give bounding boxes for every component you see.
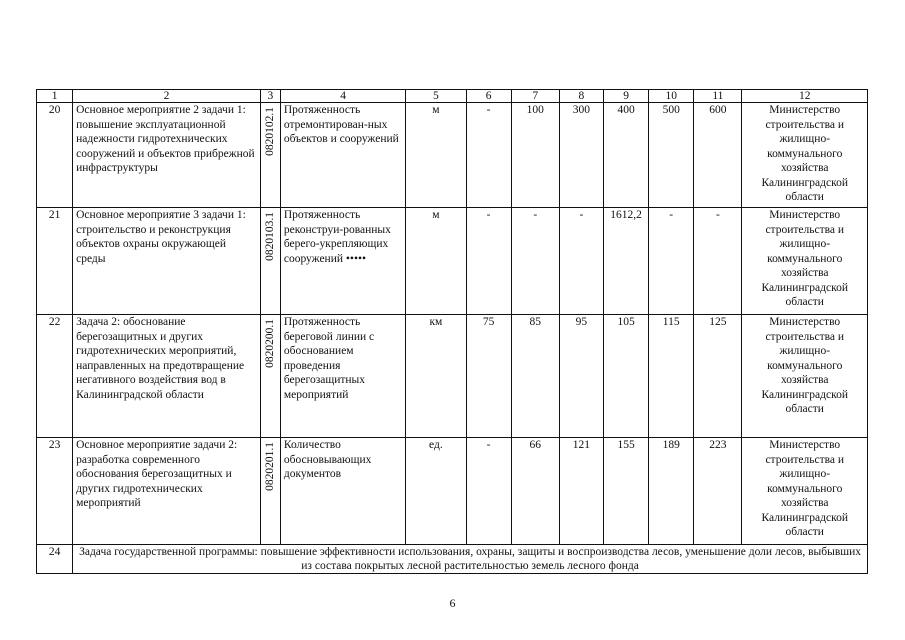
table-row	[37, 315, 868, 438]
table-row	[37, 438, 868, 545]
value-cell: 400	[603, 103, 648, 208]
row-number: 21	[37, 208, 73, 315]
row-number: 20	[37, 103, 73, 208]
value-cell: 75	[466, 315, 511, 438]
responsible-cell: Министерство строительства и жилищно-коммунального хозяйства Калининградской области	[742, 103, 868, 208]
value-cell: -	[466, 438, 511, 545]
header-cell: 3	[260, 90, 280, 103]
code-text: 0820102.1	[263, 107, 276, 156]
value-cell: 95	[559, 315, 603, 438]
value-cell: 1612,2	[603, 208, 648, 315]
header-cell: 11	[694, 90, 742, 103]
value-cell: 115	[649, 315, 694, 438]
unit-cell: м	[406, 103, 466, 208]
value-cell: 600	[694, 103, 742, 208]
value-cell: 121	[559, 438, 603, 545]
value-cell: 155	[603, 438, 648, 545]
unit-cell: м	[406, 208, 466, 315]
code-cell	[260, 208, 280, 315]
header-cell: 1	[37, 90, 73, 103]
event-cell: Задача 2: обоснование берегозащитных и других гидротехнических мероприятий, направленных на предотвращение негативного воздействия вод в Калининградской области	[73, 315, 261, 438]
value-cell: -	[466, 103, 511, 208]
code-text: 0820201.1	[263, 442, 276, 491]
event-cell: Основное мероприятие 2 задачи 1: повышение эксплуатационной надежности гидротехнических сооружений и объектов прибрежной инфраструктуры	[73, 103, 261, 208]
row-number: 24	[37, 545, 73, 574]
row-number: 22	[37, 315, 73, 438]
task-row	[37, 545, 868, 574]
value-cell: -	[559, 208, 603, 315]
indicator-cell: Протяженность береговой линии с обоснованием проведения берегозащитных мероприятий	[280, 315, 405, 438]
table-row	[37, 103, 868, 208]
value-cell: 85	[511, 315, 559, 438]
code-cell	[260, 315, 280, 438]
header-cell: 5	[406, 90, 466, 103]
value-cell: -	[466, 208, 511, 315]
value-cell: 223	[694, 438, 742, 545]
header-cell: 9	[603, 90, 648, 103]
header-cell: 4	[280, 90, 405, 103]
value-cell: 189	[649, 438, 694, 545]
header-cell: 6	[466, 90, 511, 103]
header-row	[37, 90, 868, 103]
header-cell: 8	[559, 90, 603, 103]
code-text: 0820103.1	[263, 212, 276, 261]
row-number: 23	[37, 438, 73, 545]
value-cell: 100	[511, 103, 559, 208]
value-cell: 125	[694, 315, 742, 438]
code-cell	[260, 103, 280, 208]
header-cell: 7	[511, 90, 559, 103]
value-cell: -	[511, 208, 559, 315]
unit-cell: км	[406, 315, 466, 438]
value-cell: 500	[649, 103, 694, 208]
indicator-cell: Количество обосновывающих документов	[280, 438, 405, 545]
indicators-table	[36, 89, 868, 574]
value-cell: 105	[603, 315, 648, 438]
event-cell: Основное мероприятие 3 задачи 1: строительство и реконструкция объектов охраны окружающей среды	[73, 208, 261, 315]
code-text: 0820200.1	[263, 319, 276, 368]
code-cell	[260, 438, 280, 545]
indicator-cell: Протяженность реконструи-рованных берего-укрепляющих сооружений •••••	[280, 208, 405, 315]
table-row	[37, 208, 868, 315]
task-text: Задача государственной программы: повышение эффективности использования, охраны, защиты и воспроизводства лесов, уменьшение доли лесов, выбывших из состава покрытых лесной растительностью земель лесного фонда	[73, 545, 868, 574]
responsible-cell: Министерство строительства и жилищно-коммунального хозяйства Калининградской области	[742, 208, 868, 315]
value-cell: -	[649, 208, 694, 315]
responsible-cell: Министерство строительства и жилищно-коммунального хозяйства Калининградской области	[742, 438, 868, 545]
header-cell: 2	[73, 90, 261, 103]
header-cell: 10	[649, 90, 694, 103]
value-cell: 300	[559, 103, 603, 208]
indicator-cell: Протяженность отремонтирован-ных объектов и сооружений	[280, 103, 405, 208]
value-cell: 66	[511, 438, 559, 545]
value-cell: -	[694, 208, 742, 315]
responsible-cell: Министерство строительства и жилищно-коммунального хозяйства Калининградской области	[742, 315, 868, 438]
event-cell: Основное мероприятие задачи 2: разработка современного обоснования берегозащитных и других гидротехнических мероприятий	[73, 438, 261, 545]
header-cell: 12	[742, 90, 868, 103]
page-number: 6	[449, 596, 456, 610]
unit-cell: ед.	[406, 438, 466, 545]
